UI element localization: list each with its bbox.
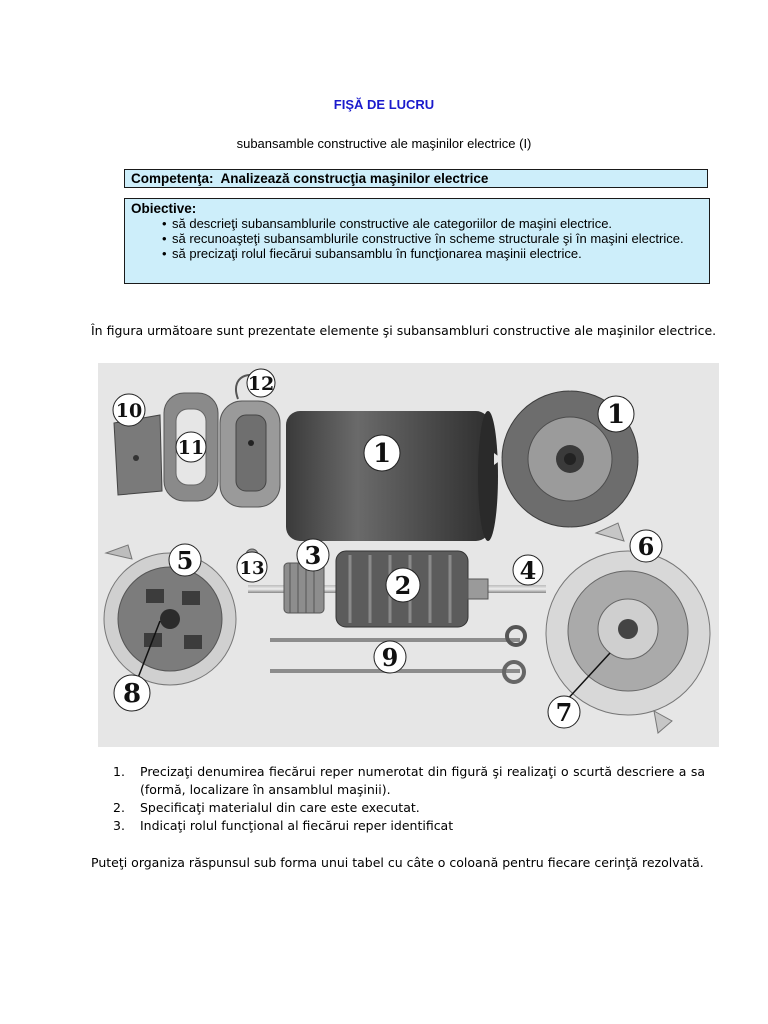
svg-text:12: 12	[247, 373, 275, 395]
objectives-box	[124, 198, 710, 284]
svg-text:1: 1	[606, 400, 626, 430]
svg-text:4: 4	[519, 556, 537, 585]
exploded-motor-photo	[98, 363, 719, 747]
callout-13	[237, 552, 267, 582]
svg-text:1: 1	[372, 439, 392, 469]
svg-text:10: 10	[115, 400, 143, 422]
page-title: FIŞĂ DE LUCRU	[333, 97, 435, 112]
svg-text:9: 9	[381, 643, 399, 672]
objective-item: • să precizaţi rolul fiecărui subansamblu în funcţionarea maşinii electrice.	[162, 246, 582, 261]
svg-text:8: 8	[122, 679, 142, 709]
callout-1-housing	[364, 435, 400, 471]
callout-9	[374, 641, 406, 673]
svg-text:5: 5	[176, 546, 194, 575]
closing-paragraph: Puteţi organiza răspunsul sub forma unui tabel cu câte o coloană pentru fiecare cerinţă rezolvată.	[91, 855, 704, 870]
objective-item: • să recunoaşteţi subansamblurile constructive în scheme structurale şi în maşini electrice.	[162, 231, 684, 246]
callout-10	[113, 394, 145, 426]
competence-label: Competenţa:	[131, 171, 214, 186]
svg-text:6: 6	[637, 532, 655, 561]
intro-paragraph: În figura următoare sunt prezentate elemente şi subansambluri constructive ale maşinilor electrice.	[91, 323, 717, 338]
svg-text:3: 3	[304, 541, 322, 570]
question-item: 1. Precizaţi denumirea fiecărui reper numerotat din figură şi realizaţi o scurtă descriere a sa (formă, localizare în ansamblul maşinii).	[113, 764, 705, 797]
svg-text:13: 13	[239, 558, 265, 579]
svg-text:7: 7	[555, 698, 573, 727]
competence-text: Analizează construcţia maşinilor electrice	[220, 171, 489, 186]
objectives-list	[131, 216, 709, 261]
svg-text:11: 11	[177, 437, 205, 459]
bullet-icon: •	[162, 246, 167, 261]
callout-7	[548, 696, 580, 728]
callout-2	[386, 568, 420, 602]
pole-shoe-part	[114, 415, 162, 495]
callout-4	[513, 555, 543, 585]
objectives-title: Obiective:	[131, 201, 197, 216]
callout-5	[169, 544, 201, 576]
callout-6	[630, 530, 662, 562]
questions-list	[113, 763, 705, 835]
competence-box	[124, 169, 708, 188]
bullet-icon: •	[162, 231, 167, 246]
svg-text:2: 2	[394, 571, 412, 600]
page-subtitle: subansamble constructive ale maşinilor electrice (I)	[236, 136, 532, 151]
stator-housing-part	[286, 411, 498, 541]
callout-1-fan	[598, 396, 634, 432]
objective-item: • să descrieţi subansamblurile constructive ale categoriilor de maşini electrice.	[162, 216, 613, 231]
question-item: 2. Specificaţi materialul din care este executat.	[113, 800, 420, 815]
question-item: 3. Indicaţi rolul funcţional al fiecărui reper identificat	[113, 818, 454, 833]
bullet-icon: •	[162, 216, 167, 231]
callout-8	[114, 675, 150, 711]
callout-3	[297, 539, 329, 571]
callout-12	[247, 369, 275, 397]
callout-11	[176, 432, 206, 462]
